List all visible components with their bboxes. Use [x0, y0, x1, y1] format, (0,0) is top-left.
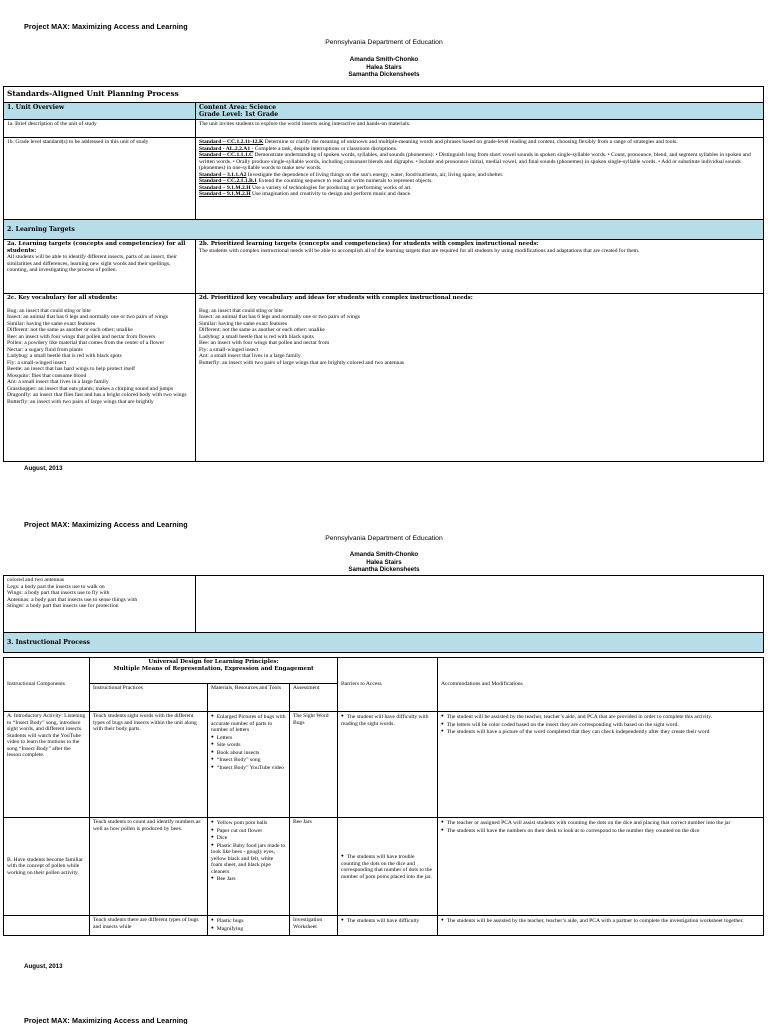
instructional-process-table	[3, 657, 764, 936]
list-item: ● “Insect Body” YouTube video	[211, 764, 286, 772]
row-2a-cell	[4, 240, 196, 294]
list-item: ● Bee Jars	[211, 875, 286, 883]
vocab-item: Similar: having the same exact features	[7, 320, 96, 327]
document-page-1	[0, 0, 768, 480]
vocab-item: Dragonfly: an insect that flies fast and has a bright colored body with two wings	[7, 392, 187, 398]
list-item: ● The student will be assisted by the teacher, teacher’s aide, and PCA that are provided in order to complete this activity.	[441, 713, 760, 721]
list-item: ● The student will have difficulty with reading the sight words.	[341, 713, 434, 727]
vocab-item: Bug: an insect that could sting or bite	[199, 307, 283, 314]
col-barriers: Barriers to Access	[338, 658, 438, 712]
vocab-item: Bug: an insect that could sting or bite	[7, 307, 91, 314]
vocab-item: Insect: an animal that has 6 legs and normally one or two pairs of wings	[7, 314, 168, 320]
list-item: ● “Insect Body” song	[211, 756, 286, 764]
practice-cell: Teach students there are different types of bugs and insects while	[90, 916, 208, 936]
section-1-label: 1. Unit Overview	[4, 103, 196, 120]
footer-date: August, 2013	[24, 963, 63, 970]
vocab-item: Wings: a body part that insects use to fly with	[7, 590, 110, 596]
author-name: Amanda Smith-Chonko	[349, 551, 419, 558]
author-name: Samantha Dickensheets	[348, 71, 420, 79]
row-1a-text: The unit invites students to explore the world insects using interactive and hands-on materials.	[196, 120, 764, 138]
vocab-item: Pollen: a powdery like material that comes from the center of a flower	[7, 340, 165, 346]
vocab-item: Fly: a small-winged insect	[199, 346, 259, 353]
content-area-cell	[196, 103, 764, 120]
table-row	[4, 916, 764, 936]
col-components: Instructional Components	[4, 658, 90, 712]
department-name: Pennsylvania Department of Education	[325, 535, 443, 542]
footer-date: August, 2013	[24, 465, 63, 472]
author-name: Halea Stairs	[366, 558, 402, 566]
component-cell	[4, 916, 90, 936]
section-2-label: 2. Learning Targets	[4, 220, 764, 240]
vocab-item: Insect: an animal that has 6 legs and normally one or two pairs of wings	[199, 314, 360, 320]
author-list	[0, 551, 768, 574]
row-1a-label: 1a. Brief description of the unit of study	[4, 120, 196, 138]
udl-heading-2: Multiple Means of Representation, Expression and Engagement	[113, 665, 314, 672]
document-page-3	[0, 1010, 768, 1024]
standard-item: Standard - AL.2.2.A1 - Complete a task, despite interruptions or classroom disruptions.	[199, 145, 398, 152]
materials-cell	[208, 712, 290, 818]
standard-item: Standard – CC.1.1.1.C Demonstrate understanding of spoken words, syllables, and sounds (phonemes): • Distinguish long from short vowel sounds in spoken single-syllable words. • Count, pronounce, blend, and segment syllables in spoken and written words. • Orally produce single-syllable words, including consonant blends and digraphs. • Isolate and pronounce initial, medial vowel, and final sounds (phonemes) in spoken single-syllable words. • Add or substitute individual sounds (phonemes) in one-syllable words to make new words.	[199, 152, 751, 171]
practice-cell: Teach students to count and identify numbers as well as how pollen is produced by bees.	[90, 818, 208, 916]
list-item: ● Paper cut out flower	[211, 827, 286, 835]
author-name: Samantha Dickensheets	[348, 566, 420, 574]
vocab-item: Ant: a small insect that lives in a large family	[199, 353, 301, 359]
component-cell: B. Have students become familiar with the concept of pollen while working on their pollen activity.	[4, 818, 90, 916]
accommodations-cell	[438, 916, 764, 936]
accommodations-cell	[438, 818, 764, 916]
vocab-item: Butterfly: an insect with two pairs of large wings that are brightly	[7, 398, 154, 405]
row-2a-text: All students will be able to identify different insects, parts of an insect, their similarities and differences, learning new sight words and their spellings, counting, and investigating the process of pollen.	[7, 254, 177, 273]
standard-item: Standard – 3.1.1.A2 Investigate the dependence of living things on the sun's energy, water, food/nutrients, air, living space, and shelter.	[199, 171, 504, 178]
vocab-item: Different: not the same as another or each other; unalike	[199, 327, 325, 333]
author-name: Amanda Smith-Chonko	[349, 56, 419, 63]
row-2b-text: The students with complex instructional needs will be able to accomplish all of the learning targets that are required for all students by using modifications and adaptations that are created for them.	[199, 247, 640, 254]
list-item: ● The students will have difficulty	[341, 917, 434, 925]
list-item: ● The students will have trouble counting the dots on the dice and corresponding that number of dots to the number of pom poms placed into the jar.	[341, 853, 434, 880]
row-2b-heading: 2b. Prioritized learning targets (concepts and competencies) for students with complex instructional needs:	[199, 241, 539, 247]
practice-cell: Teach students sight words with the different types of bugs and insects within the unit along with their body parts.	[90, 712, 208, 818]
list-item: ● Enlarged Pictures of bugs with accurate number of parts to number of letters	[211, 713, 286, 734]
vocab-continued-table	[3, 575, 764, 653]
list-item: ● Plastic Baby food jars made to look like bees - googly eyes, yellow black and felt, white foam sheet, and black pipe cleaners	[211, 842, 286, 876]
list-item: ● Site words	[211, 741, 286, 749]
assessment-cell: Bee Jars	[290, 818, 338, 916]
section-3-label: 3. Instructional Process	[4, 633, 764, 653]
vocab-item: Antennas: a body part that insects use to sense things with	[7, 596, 138, 603]
vocab-item: Ant: a small insect that lives in a large family	[7, 379, 109, 385]
standard-item: Standard – 9.1.M.2.H Use imagination and creativity to design and perform music and dance.	[199, 191, 412, 197]
project-title: Project MAX: Maximizing Access and Learning	[24, 22, 188, 31]
project-title: Project MAX: Maximizing Access and Learning	[24, 1016, 188, 1024]
document-page-2	[0, 512, 768, 982]
continued-vocab-cell	[4, 576, 196, 633]
col-materials: Materials, Resources and Tools	[208, 684, 290, 712]
vocab-item: Bee: an insect with four wings that pollen and nectar from flowers	[7, 333, 156, 340]
empty-cell	[196, 576, 764, 633]
list-item: ● The students will be assisted by the teacher, teacher’s aide, and PCA with a partner to complete the investigation worksheet together.	[441, 917, 760, 925]
vocab-item: Ladybug: a small beetle that is red with black spots	[7, 353, 122, 359]
list-item: ● The teacher or assigned PCA will assist students with counting the dots on the dice and placing that correct number into the jar	[441, 819, 760, 827]
vocab-item: Stinger: a body part that insects use for protection	[7, 603, 119, 609]
author-list	[0, 56, 768, 79]
barriers-cell	[338, 712, 438, 818]
department-name: Pennsylvania Department of Education	[325, 39, 443, 46]
grade-level: Grade Level: 1st Grade	[199, 111, 279, 118]
vocab-item: Ladybug: a small beetle that is red with black spots	[199, 333, 314, 340]
table-row	[4, 818, 764, 916]
table-row	[4, 712, 764, 818]
barriers-cell	[338, 916, 438, 936]
vocab-item: Similar: having the same exact features	[199, 320, 288, 327]
vocab-item: Beetle: an insect that has hard wings to help protect itself	[7, 366, 135, 372]
list-item: ● Plastic bugs	[211, 917, 286, 925]
vocab-item: Fly: a small-winged insect	[7, 359, 67, 366]
accommodations-cell	[438, 712, 764, 818]
list-item: ● The students will have a picture of the word completed that they can check independently after they create their word	[441, 728, 760, 736]
list-item: ● Magnifying	[211, 925, 286, 933]
row-2b-cell	[196, 240, 764, 294]
row-1b-label: 1b. Grade level standard(s) to be addressed in this unit of study	[4, 138, 196, 220]
standard-item: Standard – CC.2.1.1.B.1 Extend the counting sequence to read and write numerals to represent objects.	[199, 178, 433, 184]
standards-list	[196, 138, 764, 220]
assessment-cell: The Sight Word Bugs	[290, 712, 338, 818]
udl-heading	[90, 658, 338, 684]
row-2d-cell	[196, 294, 764, 462]
list-item: ● Book about insects	[211, 749, 286, 757]
standard-item: Standard – 9.1.M.2.H Use a variety of technologies for producing or performing works of art.	[199, 184, 412, 191]
vocab-item: colored and two antennas	[7, 577, 65, 583]
barriers-cell	[338, 818, 438, 916]
col-assessment: Assessment	[290, 684, 338, 712]
col-accommodations: Accommodations and Modifications	[438, 658, 764, 712]
standard-item: Standard – CC.1.2.11-12.K Determine or clarify the meaning of unknown and multiple-meaning words and phrases based on grade-level reading and content, choosing flexibly from a range of strategies and tools.	[199, 139, 678, 145]
project-title: Project MAX: Maximizing Access and Learning	[24, 520, 188, 529]
row-2c-heading: 2c. Key vocabulary for all students:	[7, 295, 118, 301]
vocab-item: Butterfly: an insect with two pairs of large wings that are brightly colored and two antennas	[199, 359, 405, 366]
row-2d-heading: 2d. Prioritized key vocabulary and ideas for students with complex instructional needs:	[199, 295, 473, 301]
component-cell: A. Introductory Activity: Listening to “Insect Body” song, introduce sight words, and different insects. Students will watch the YouTube video to learn the motions to the song “Insect Body” after the lesson complete.	[4, 712, 90, 818]
vocab-item: Legs: a body part the insects use to walk on	[7, 583, 105, 590]
list-item: ● Yellow pom pom balls	[211, 819, 286, 827]
materials-cell	[208, 818, 290, 916]
list-item: ● The students will have the numbers on their desk to look at to correspond to the number they counted on the dice	[441, 827, 760, 835]
assessment-cell: Investigation Worksheet	[290, 916, 338, 936]
author-name: Halea Stairs	[366, 63, 402, 71]
vocab-item: Different: not the same as another or each other; unalike	[7, 327, 133, 333]
col-practices: Instructional Practices	[90, 684, 208, 712]
vocab-item: Mosquito: flies that consume blood	[7, 372, 87, 379]
unit-planning-table	[3, 86, 764, 462]
udl-heading-1: Universal Design for Learning Principles:	[148, 659, 279, 665]
row-2c-cell	[4, 294, 196, 462]
list-item: ● Letters	[211, 734, 286, 742]
list-item: ● Dice	[211, 834, 286, 842]
list-item: ● The letters will be color coded based on the insect they are corresponding with based on the sight word.	[441, 721, 760, 729]
vocab-item: Nectar: a sugary fluid from plants	[7, 346, 83, 353]
row-2a-heading: 2a. Learning targets (concepts and competencies) for all students:	[7, 241, 186, 254]
content-area: Content Area: Science	[199, 104, 277, 111]
vocab-item: Bee: an insect with four wings that pollen and nectar from	[199, 340, 330, 346]
main-title: Standards-Aligned Unit Planning Process	[4, 87, 764, 103]
vocab-item: Grasshopper: an insect that eats plants; makes a chirping sound and jumps	[7, 385, 174, 392]
materials-cell	[208, 916, 290, 936]
